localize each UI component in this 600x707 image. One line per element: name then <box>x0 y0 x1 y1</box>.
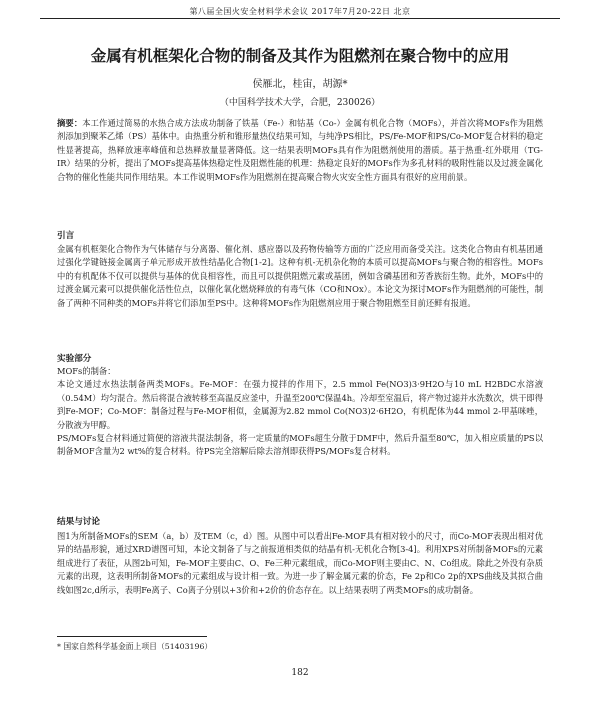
abstract-label: 摘要： <box>57 118 83 128</box>
results-heading: 结果与讨论 <box>57 517 100 527</box>
affiliation: （中国科学技术大学，合肥，230026） <box>219 98 381 108</box>
experimental-subheading: MOFs的制备： <box>57 366 116 376</box>
footnote-rule <box>57 636 207 637</box>
abstract-text: 本工作通过简易的水热合成方法成功制备了铁基（Fe-）和钴基（Co-）金属有机化合物（MOFs），并首次将MOFs作为阻燃剂添加到聚苯乙烯（PS）基体中。由热重分析和锥形量热仪结果可知，与纯净PS相比，PS/Fe-MOF和PS/Co-MOF复合材料的稳定性显著提高，热释放速率峰值和总热释放量显著降低。这一结果表明MOFs具有作为阻燃剂使用的潜质。基于热重-红外联用（TG-IR）结果的分析，提出了MOFs提高基体热稳定性及阻燃性能的机理：热稳定良好的MOFs作为多孔材料的吸附性能以及过渡金属化合物的催化性能共同作用结果。本工作说明MOFs作为阻燃剂在提高聚合物火灾安全性方面具有很好的应用前景。 <box>57 118 543 182</box>
experimental-heading: 实验部分 <box>57 354 92 364</box>
experimental-text-mofs: 本论文通过水热法制备两类MOFs。Fe-MOF：在强力搅拌的作用下，2.5 mmol Fe(NO3)3·9H2O与10 mL H2BDC水溶液（0.54M）均匀混合。然后将混合液转移至高温反应釜中，升温至200℃保温4h。冷却至室温后，将产物过滤并水洗数次，烘干即得到Fe-MOF；Co-MOF：制备过程与Fe-MOF相似，金属源为2.82 mmol Co(NO3)2·6H2O，有机配体为44 mmol 2-甲基咪唑，分散液为甲醇。 <box>57 379 543 430</box>
paper-title: 金属有机框架化合物的制备及其作为阻燃剂在聚合物中的应用 <box>90 47 510 65</box>
running-header: 第八届全国火安全材料学术会议 2017年7月20-22日 北京 <box>189 7 411 16</box>
abstract <box>57 117 543 225</box>
intro-heading: 引言 <box>57 231 75 241</box>
intro-paragraph <box>57 243 543 351</box>
results-body <box>57 530 543 626</box>
intro-text: 金属有机框架化合物作为气体储存与分离器、催化剂、感应器以及药物传输等方面的广泛应用而备受关注。这类化合物由有机基团通过强化学键链接金属离子单元形成开放性结晶化合物[1-2]。这种有机-无机杂化物的本质可以提高MOFs与聚合物的相容性。MOFs中的有机配体不仅可以提供与基体的优良相容性，而且可以提供阻燃元素或基团，例如含磷基团和芳香族衍生物。此外，MOFs中的过渡金属元素可以提供催化活性位点，以催化氧化燃烧释放的有毒气体（CO和NOx）。本论文为探讨MOFs作为阻燃剂的可能性，制备了两种不同种类的MOFs并将它们添加至PS中。这种将MOFs作为阻燃剂应用于聚合物阻燃至目前还鲜有报道。 <box>57 244 543 308</box>
author-list: 侯雁北，桂宙，胡源* <box>252 79 348 90</box>
header-rule <box>40 18 560 19</box>
experimental-body <box>57 365 543 515</box>
results-text: 图1为所制备MOFs的SEM（a，b）及TEM（c，d）图。从图中可以看出Fe-MOF具有相对较小的尺寸，而Co-MOF表现出相对优异的结晶形貌，通过XRD谱图可知，本论文制备了与之前报道相类似的结晶有机-无机化合物[3-4]。利用XPS对所制备MOFs的元素组成进行了表征，从图2b可知，Fe-MOF主要由C、O、Fe三种元素组成，而Co-MOF则主要由C、N、Co组成。除此之外没有杂质元素的出现，这表明所制备MOFs的元素组成与设计相一致。为进一步了解金属元素的价态，Fe 2p和Co 2p的XPS曲线及其拟合曲线如图2c,d所示，表明Fe离子、Co离子分别以+3价和+2价的价态存在。以上结果表明了两类MOFs的成功制备。 <box>57 531 543 595</box>
page-number: 182 <box>291 668 309 678</box>
funding-footnote: * 国家自然科学基金面上项目（51403196） <box>57 642 213 651</box>
experimental-text-composite: PS/MOFs复合材料通过简便的溶液共混法制备，将一定质量的MOFs超生分散于DMF中，然后升温至80℃，加入相应质量的PS以制备MOF含量为2 wt%的复合材料。待PS完全溶解后除去溶剂即获得PS/MOFs复合材料。 <box>57 433 543 457</box>
